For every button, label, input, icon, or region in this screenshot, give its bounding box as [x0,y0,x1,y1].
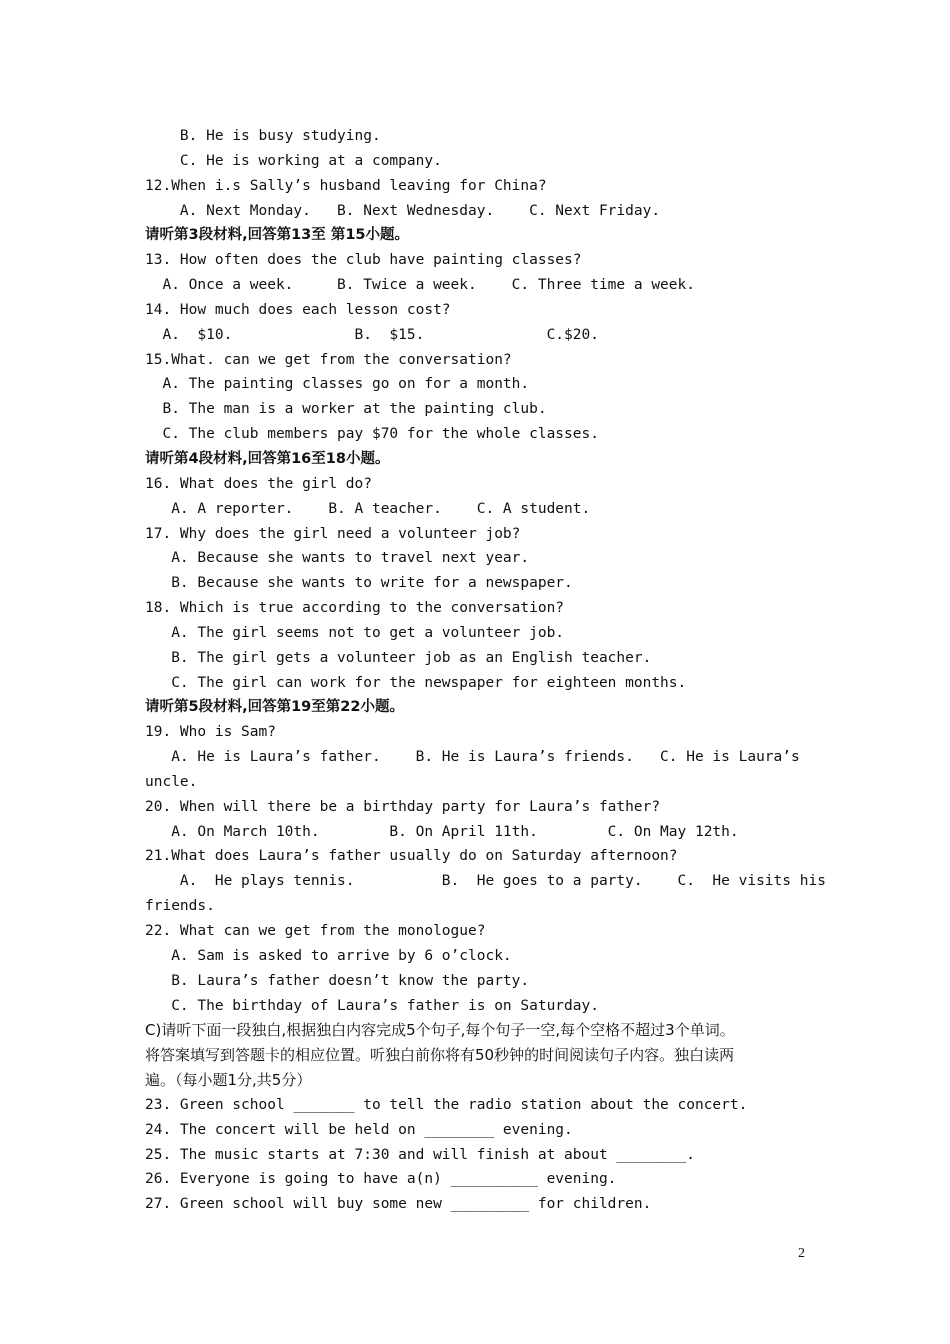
option-line: C. He is working at a company. [145,152,442,169]
question-line: 12.When i.s Sally’s husband leaving for China? [145,177,547,194]
question-line: 13. How often does the club have painting classes? [145,252,582,269]
option-line: A. He is Laura’s father. B. He is Laura’s friends. C. He is Laura’s [145,749,800,766]
option-line: C. The club members pay $70 for the whole classes. [145,426,599,443]
question-line: 19. Who is Sam? [145,724,276,741]
instruction-line: 将答案填写到答题卡的相应位置。听独白前你将有50秒钟的时间阅读句子内容。独白读两 [145,1046,735,1065]
option-line: B. The man is a worker at the painting club. [145,401,547,418]
instruction-line: C)请听下面一段独白,根据独白内容完成5个句子,每个句子一空,每个空格不超过3个单词。 [145,1021,735,1040]
option-line: C. The birthday of Laura’s father is on Saturday. [145,997,599,1014]
option-line: A. Next Monday. B. Next Wednesday. C. Next Friday. [145,202,661,219]
fill-in-question: 25. The music starts at 7:30 and will finish at about ________. [145,1146,695,1163]
question-line: 17. Why does the girl need a volunteer job? [145,525,521,542]
fill-in-question: 26. Everyone is going to have a(n) __________ evening. [145,1171,617,1188]
option-line: uncle. [145,773,198,790]
option-line: B. The girl gets a volunteer job as an English teacher. [145,649,652,666]
option-line: A. Because she wants to travel next year. [145,550,530,567]
option-line: A. A reporter. B. A teacher. C. A student. [145,500,591,517]
exam-content [145,124,826,1217]
fill-in-question: 23. Green school _______ to tell the radio station about the concert. [145,1096,748,1113]
option-line: A. Once a week. B. Twice a week. C. Three time a week. [145,277,695,294]
option-line: friends. [145,898,215,915]
instruction-line: 遍。（每小题1分,共5分） [145,1071,312,1090]
fill-in-question: 24. The concert will be held on ________ evening. [145,1121,573,1138]
option-line: A. The girl seems not to get a volunteer job. [145,624,565,641]
section-heading: 请听第4段材料,回答第16至18小题。 [145,450,390,467]
question-line: 21.What does Laura’s father usually do on Saturday afternoon? [145,848,678,865]
fill-in-question: 27. Green school will buy some new _________ for children. [145,1196,652,1213]
question-line: 22. What can we get from the monologue? [145,923,486,939]
question-line: 20. When will there be a birthday party for Laura’s father? [145,798,661,815]
question-line: 14. How much does each lesson cost? [145,301,451,318]
question-line: 18. Which is true according to the conversation? [145,600,565,617]
option-line: C. The girl can work for the newspaper for eighteen months. [145,674,687,691]
option-line: A. The painting classes go on for a month. [145,376,530,393]
option-line: B. Laura’s father doesn’t know the party. [145,972,530,989]
section-heading: 请听第3段材料,回答第13至 第15小题。 [145,227,410,244]
option-line: A. Sam is asked to arrive by 6 o’clock. [145,947,512,964]
option-line: B. He is busy studying. [145,128,381,144]
option-line: A. $10. B. $15. C.$20. [145,326,599,343]
section-heading: 请听第5段材料,回答第19至第22小题。 [145,699,404,716]
question-line: 16. What does the girl do? [145,475,372,492]
page-number: 2 [798,1246,805,1261]
option-line: B. Because she wants to write for a newspaper. [145,575,573,592]
option-line: A. On March 10th. B. On April 11th. C. On May 12th. [145,823,739,840]
question-line: 15.What. can we get from the conversation? [145,351,512,368]
option-line: A. He plays tennis. B. He goes to a party. C. He visits his [145,873,826,890]
